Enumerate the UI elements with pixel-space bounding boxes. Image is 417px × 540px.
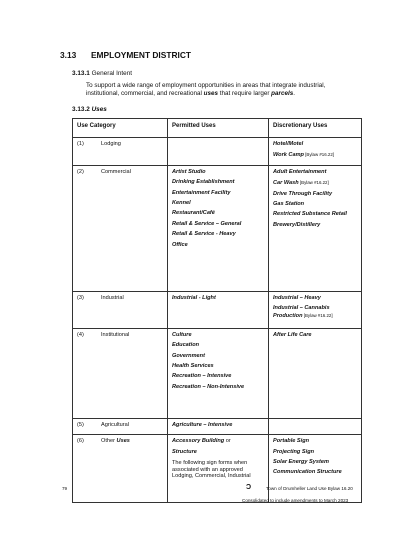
table-row bbox=[73, 291, 362, 328]
category-cell bbox=[73, 418, 168, 434]
category-label: Institutional bbox=[101, 331, 130, 338]
subsection-title: General Intent bbox=[91, 70, 133, 77]
use-item: After Life Care bbox=[273, 331, 312, 338]
discretionary-cell bbox=[269, 138, 362, 166]
use-item: Gas Station bbox=[273, 200, 305, 207]
footer-consolidated: Consolidated to include amendments to March 2023 bbox=[242, 498, 349, 503]
intent-term-parcels: parcels bbox=[271, 90, 294, 97]
category-number: (3) bbox=[77, 294, 84, 301]
category-cell bbox=[73, 291, 168, 328]
permitted-note: The following sign forms when associated with an approved Lodging, Commercial, Industrial bbox=[172, 459, 251, 480]
intent-paragraph bbox=[86, 82, 356, 98]
subsection-number: 3.13.2 bbox=[72, 106, 90, 113]
header-permitted-uses: Permitted Uses bbox=[168, 119, 269, 138]
uses-table bbox=[72, 118, 362, 503]
category-label-text: Other bbox=[101, 438, 117, 445]
use-item-wrapper bbox=[273, 305, 357, 320]
permitted-cell bbox=[168, 291, 269, 328]
table-row bbox=[73, 435, 362, 503]
use-item-wrapper bbox=[172, 438, 264, 445]
use-item: Solar Energy System bbox=[273, 458, 329, 465]
header-discretionary-uses: Discretionary Uses bbox=[269, 119, 362, 138]
bylaw-reference: [Bylaw #16.22] bbox=[298, 180, 329, 186]
discretionary-cell bbox=[269, 418, 362, 434]
use-item: Drinking Establishment bbox=[172, 179, 235, 186]
category-label: Lodging bbox=[101, 141, 121, 147]
subsection-general-intent bbox=[72, 70, 132, 77]
use-item: Restaurant/Café bbox=[172, 210, 215, 217]
use-item: Restricted Substance Retail bbox=[273, 211, 347, 218]
category-wrapper bbox=[77, 332, 163, 339]
use-item: Health Services bbox=[172, 362, 214, 369]
town-logo-icon: Ɔ bbox=[246, 484, 252, 491]
table-row bbox=[73, 328, 362, 418]
category-wrapper bbox=[77, 422, 163, 429]
section-number: 3.13 bbox=[60, 50, 77, 60]
use-item: Kennel bbox=[172, 199, 191, 206]
permitted-cell bbox=[168, 328, 269, 418]
use-item: Brewery/Distillery bbox=[273, 221, 321, 228]
use-item: Industrial – Heavy bbox=[273, 294, 321, 301]
category-cell bbox=[73, 165, 168, 291]
category-cell bbox=[73, 435, 168, 503]
use-item: Education bbox=[172, 342, 200, 349]
use-item: Projecting Sign bbox=[273, 448, 315, 455]
category-label bbox=[101, 438, 130, 445]
category-number: (5) bbox=[77, 421, 84, 428]
use-item: Industrial - Light bbox=[172, 294, 216, 301]
table-row bbox=[73, 418, 362, 434]
use-item: Recreation – Intensive bbox=[172, 373, 232, 380]
intent-text-1: To support a wide range of employment opportunities in areas that integrate industrial, institutional, commercial, and recreational bbox=[86, 82, 326, 97]
subsection-title: Uses bbox=[91, 106, 107, 113]
section-heading bbox=[60, 50, 191, 60]
intent-text-2: that require larger bbox=[217, 90, 272, 97]
category-label: Agricultural bbox=[101, 421, 129, 428]
use-item: Office bbox=[172, 241, 188, 248]
discretionary-cell bbox=[269, 435, 362, 503]
discretionary-cell bbox=[269, 291, 362, 328]
use-item: Drive Through Facility bbox=[273, 190, 333, 197]
use-item: Work Camp bbox=[273, 152, 304, 159]
footer-bylaw: Town of Drumheller Land Use Bylaw 16.20 bbox=[266, 486, 353, 491]
category-cell bbox=[73, 328, 168, 418]
use-item: Retail & Service - Heavy bbox=[172, 231, 236, 238]
use-item: Portable Sign bbox=[273, 438, 310, 445]
category-number: (2) bbox=[77, 168, 84, 175]
use-item: Retail & Service – General bbox=[172, 220, 242, 227]
category-wrapper bbox=[77, 169, 163, 176]
use-item: Adult Entertainment bbox=[273, 168, 327, 175]
subsection-uses bbox=[72, 106, 107, 113]
use-item: Government bbox=[172, 352, 205, 359]
use-item-wrapper bbox=[273, 151, 357, 159]
use-item: Recreation – Non-Intensive bbox=[172, 383, 245, 390]
permitted-cell bbox=[168, 138, 269, 166]
use-item-wrapper bbox=[273, 179, 357, 187]
header-use-category: Use Category bbox=[73, 119, 168, 138]
permitted-cell bbox=[168, 418, 269, 434]
permitted-cell bbox=[168, 165, 269, 291]
discretionary-cell bbox=[269, 328, 362, 418]
category-wrapper bbox=[77, 295, 163, 302]
subsection-number: 3.13.1 bbox=[72, 70, 90, 77]
table-row bbox=[73, 138, 362, 166]
use-item: Artist Studio bbox=[172, 168, 206, 175]
use-item: Industrial – Cannabis Production bbox=[273, 305, 330, 320]
use-item: Agriculture – Intensive bbox=[172, 421, 233, 428]
category-number: (6) bbox=[77, 438, 84, 445]
connector-text: or bbox=[224, 438, 231, 445]
use-item: Culture bbox=[172, 331, 192, 338]
intent-text-end: . bbox=[293, 90, 295, 97]
category-cell bbox=[73, 138, 168, 166]
table-row bbox=[73, 165, 362, 291]
use-item: Communication Structure bbox=[273, 469, 342, 476]
page-number: 79 bbox=[62, 486, 68, 491]
category-number: (4) bbox=[77, 331, 84, 338]
section-title: EMPLOYMENT DISTRICT bbox=[90, 50, 192, 60]
use-item: Hotel/Motel bbox=[273, 141, 304, 147]
use-item: Accessory Building bbox=[172, 438, 225, 445]
category-label: Commercial bbox=[101, 168, 131, 175]
category-label-term: Uses bbox=[116, 438, 130, 445]
use-item: Car Wash bbox=[273, 180, 299, 187]
category-wrapper bbox=[77, 141, 163, 148]
category-label: Industrial bbox=[101, 294, 124, 301]
intent-term-uses: uses bbox=[203, 90, 218, 97]
permitted-cell bbox=[168, 435, 269, 503]
discretionary-cell bbox=[269, 165, 362, 291]
category-wrapper bbox=[77, 438, 163, 445]
table-header-row bbox=[73, 119, 362, 138]
use-item: Entertainment Facility bbox=[172, 189, 231, 196]
use-item: Structure bbox=[172, 448, 197, 455]
bylaw-reference: [Bylaw #16.22] bbox=[303, 152, 335, 158]
category-number: (1) bbox=[77, 141, 84, 147]
bylaw-reference: [Bylaw #16.22] bbox=[302, 313, 333, 319]
